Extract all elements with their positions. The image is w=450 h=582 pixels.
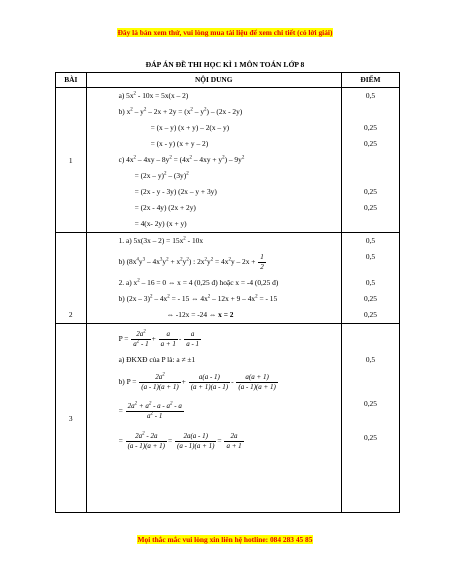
q3-line-b: b) P = $\frac{2a^2}{(a - 1)(a + 1)}$ + $\frac{a(a - 1)}{(a + 1)(a - 1)}$ - $\frac{a(a + 1)}{(a - 1)(a + 1)}$: [118, 372, 276, 391]
table-row-q2: [56, 233, 400, 324]
q2-line-4: b) $(2x - 3)^2 - 4x^2$ = - 15 ⇔ $4x^2 - 12x + 9 - 4x^2$ = - 15: [118, 294, 278, 303]
q3-content: [86, 324, 341, 513]
header-bai: BÀI: [56, 73, 87, 88]
q1-line-7: = (2x - y - 3y) (2x – y + 3y): [134, 187, 217, 196]
page-title: ĐÁP ÁN ĐỀ THI HỌC KÌ 1 MÔN TOÁN LỚP 8: [145, 60, 305, 69]
hotline-footer: Mọi thắc mắc vui lòng xin liên hệ hotline: 084 283 45 85: [137, 535, 313, 544]
q1-content: [86, 88, 341, 233]
q1-line-3: = (x – y) (x + y) – 2(x – y): [150, 123, 230, 132]
q2-line-1: 1. a) $5x(3x - 2) = 15x^2 - 10x$: [118, 236, 204, 245]
q1-line-9: = 4(x- 2y) (x + y): [134, 219, 187, 228]
q1-line-2: b) $x^2 - y^2 - 2x + 2y = (x^2 - y^2) - (2x - 2y)$: [118, 107, 243, 116]
q3-line-dkxd: a) ĐKXĐ của P là: a ≠ ±1: [118, 355, 196, 364]
q1-line-6: = $(2x - y)^2 - (3y)^2$: [134, 171, 189, 180]
q1-scores: 0,5 0,25 0,25 0,25 0,25: [341, 88, 399, 233]
q3-scores: 0,5 0,25 0,25: [341, 324, 399, 513]
q1-line-4: = (x - y) (x + y – 2): [150, 139, 209, 148]
q1-line-8: = (2x - 4y) (2x + 2y): [134, 203, 196, 212]
table-row-q3: [56, 324, 400, 513]
answer-table: [55, 72, 400, 513]
q1-number: 1: [56, 88, 87, 233]
q2-number: 2: [56, 233, 87, 324]
q1-line-5: c) $4x^2 - 4xy - 8y^2 = (4x^2 - 4xy + y^2) - 9y^2$: [118, 155, 245, 164]
q2-line-2: b) $(8x^4y^3 - 4x^3y^2 + x^2y^2)$ : $2x^2y^2 = 4x^2y - 2x$ + $\frac{1}{2}$: [118, 252, 264, 271]
q2-content: [86, 233, 341, 324]
table-row-q1: [56, 88, 400, 233]
q2-scores: 0,5 0,5 0,5 0,25 0,25: [341, 233, 399, 324]
q2-line-3: 2. a) $x^2 - 16 = 0$ ⇔ x = 4 (0,25 đ) hoặc x = -4 (0,25 đ): [118, 278, 279, 287]
q1-line-1: a) $5x^2 - 10x = 5x(x - 2)$: [118, 91, 189, 100]
q3-number: 3: [56, 324, 87, 513]
header-diem: ĐIỂM: [341, 73, 399, 88]
q3-line-p: P = $\frac{2a^2}{a^2 - 1}$ + $\frac{a}{a + 1}$ - $\frac{a}{a - 1}$: [118, 329, 200, 348]
preview-banner: Đây là bản xem thử, vui lòng mua tài liệu để xem chi tiết (có lời giải): [117, 28, 333, 37]
half-fraction: $\frac{1}{2}$: [260, 252, 264, 271]
q3-line-result: = $\frac{2a^2 - 2a}{(a - 1)(a + 1)}$ = $\frac{2a(a - 1)}{(a - 1)(a + 1)}$ = $\frac{2a}{a + 1}$: [118, 431, 242, 450]
q3-line-sum: = $\frac{2a^2 + a^2 - a - a^2 - a}{a^2 - 1}$: [118, 401, 182, 420]
table-header-row: [56, 73, 400, 88]
q2-line-5: ⇔ -12x = -24 ⇔ x = 2: [166, 310, 234, 319]
header-noidung: NỘI DUNG: [86, 73, 341, 88]
